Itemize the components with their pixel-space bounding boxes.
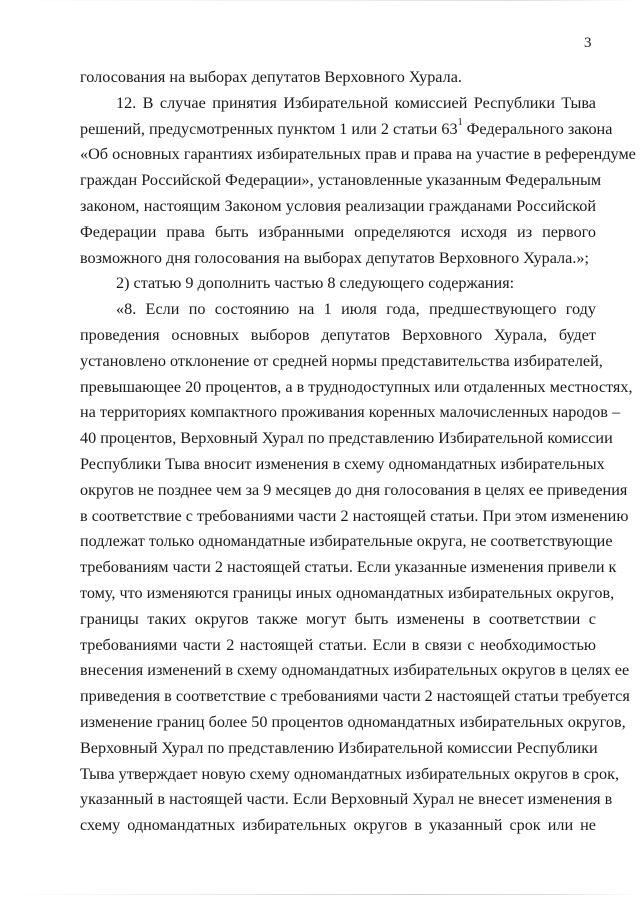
- text-line: приведения в соответствие с требованиями части 2 настоящей статьи требуется: [80, 687, 630, 706]
- text-line: границы таких округов также могут быть изменены в соответствии с: [80, 609, 596, 628]
- text-line: 40 процентов, Верховный Хурал по представлению Избирательной комиссии: [80, 429, 613, 448]
- text-line: возможного дня голосования на выборах депутатов Верховного Хурала.»;: [80, 248, 589, 267]
- text-line: изменение границ более 50 процентов одномандатных избирательных округов,: [80, 712, 626, 731]
- text-line: проведения основных выборов депутатов Верховного Хурала, будет: [80, 325, 596, 344]
- text-line: требованиям части 2 настоящей статьи. Если указанные изменения привели к: [80, 558, 617, 577]
- text-line: установлено отклонение от средней нормы представительства избирателей,: [80, 351, 603, 370]
- text-line: подлежат только одномандатные избирательные округа, не соответствующие: [80, 532, 613, 551]
- text-line: указанный в настоящей части. Если Верховный Хурал не внесет изменения в: [80, 790, 613, 809]
- paragraph-start-line: 12. В случае принятия Избирательной комиссией Республики Тыва: [116, 93, 596, 112]
- text-line: Тыва утверждает новую схему одномандатных избирательных округов в срок,: [80, 764, 620, 783]
- paragraph-start-line: «8. Если по состоянию на 1 июля года, предшествующего году: [116, 300, 596, 319]
- text-line: превышающее 20 процентов, а в труднодоступных или отдаленных местностях,: [80, 377, 633, 396]
- text-line: законом, настоящим Законом условия реализации гражданами Российской: [80, 196, 596, 215]
- text-line: граждан Российской Федерации», установленные указанным Федеральным: [80, 171, 602, 190]
- text-line: Федерации права быть избранными определяются исходя из первого: [80, 222, 596, 241]
- text-line: округов не позднее чем за 9 месяцев до дня голосования в целях ее приведения: [80, 480, 628, 499]
- paragraph-start-line: 2) статью 9 дополнить частью 8 следующего содержания:: [116, 274, 515, 293]
- text-line-with-superscript: [80, 117, 613, 143]
- superscript-mark: 1: [457, 117, 463, 129]
- text-line: на территориях компактного проживания коренных малочисленных народов –: [80, 403, 621, 422]
- text-fragment: Федерального закона: [462, 119, 613, 138]
- text-line: схему одномандатных избирательных округов в указанный срок или не: [80, 816, 596, 835]
- text-line: внесения изменений в схему одномандатных избирательных округов в целях ее: [80, 661, 630, 680]
- document-body: [80, 65, 636, 839]
- text-line: требованиями части 2 настоящей статьи. Если в связи с необходимостью: [80, 635, 596, 654]
- page-number: 3: [584, 35, 592, 51]
- text-line: Республики Тыва вносит изменения в схему одномандатных избирательных: [80, 454, 605, 473]
- text-line: в соответствие с требованиями части 2 настоящей статьи. При этом изменению: [80, 506, 629, 525]
- text-fragment: решений, предусмотренных пунктом 1 или 2 статьи 63: [80, 119, 458, 138]
- text-line: Верховный Хурал по представлению Избирательной комиссии Республики: [80, 738, 598, 757]
- scan-edge-top: [0, 0, 640, 1]
- text-line: «Об основных гарантиях избирательных прав и права на участие в референдуме: [80, 145, 636, 164]
- text-line: тому, что изменяются границы иных одномандатных избирательных округов,: [80, 583, 615, 602]
- scan-edge-bottom: [0, 894, 640, 895]
- text-line: голосования на выборах депутатов Верховного Хурала.: [80, 68, 462, 86]
